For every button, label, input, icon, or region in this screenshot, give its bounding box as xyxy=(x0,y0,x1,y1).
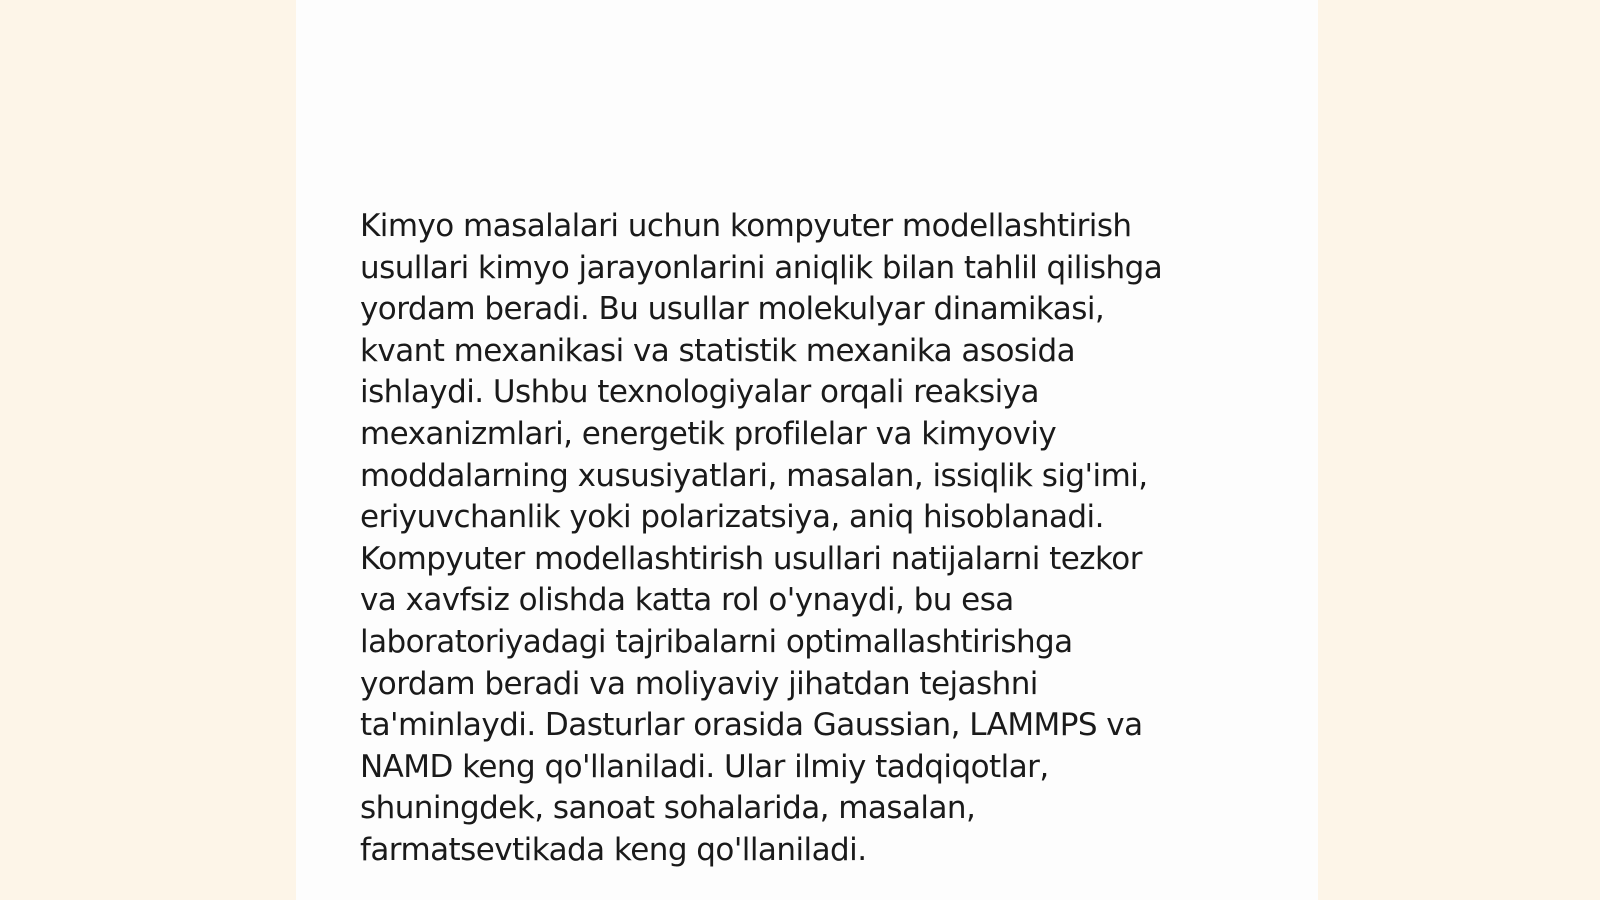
text-line: moddalarning xususiyatlari, masalan, issiqlik sig'imi, xyxy=(360,457,1148,494)
body-paragraph xyxy=(360,206,1240,872)
text-line: eriyuvchanlik yoki polarizatsiya, aniq hisoblanadi. xyxy=(360,499,1104,536)
document-page xyxy=(296,0,1318,900)
text-line: kvant mexanikasi va statistik mexanika asosida xyxy=(360,332,1076,369)
text-line: NAMD keng qo'llaniladi. Ular ilmiy tadqiqotlar, xyxy=(360,748,1049,785)
text-line: yordam beradi. Bu usullar molekulyar dinamikasi, xyxy=(360,291,1105,328)
text-line: farmatsevtikada keng qo'llaniladi. xyxy=(360,831,867,868)
text-line: Kimyo masalalari uchun kompyuter modellashtirish xyxy=(360,208,1132,244)
text-line: shuningdek, sanoat sohalarida, masalan, xyxy=(360,790,976,827)
text-line: ta'minlaydi. Dasturlar orasida Gaussian, LAMMPS va xyxy=(360,707,1143,744)
text-line: Kompyuter modellashtirish usullari natijalarni tezkor xyxy=(360,540,1142,577)
text-line: yordam beradi va moliyaviy jihatdan tejashni xyxy=(360,665,1038,702)
text-line: va xavfsiz olishda katta rol o'ynaydi, bu esa xyxy=(360,582,1014,619)
text-line: usullari kimyo jarayonlarini aniqlik bilan tahlil qilishga xyxy=(360,249,1163,286)
text-line: mexanizmlari, energetik profilelar va kimyoviy xyxy=(360,415,1057,452)
text-line: ishlaydi. Ushbu texnologiyalar orqali reaksiya xyxy=(360,374,1039,411)
text-line: laboratoriyadagi tajribalarni optimallashtirishga xyxy=(360,623,1073,660)
